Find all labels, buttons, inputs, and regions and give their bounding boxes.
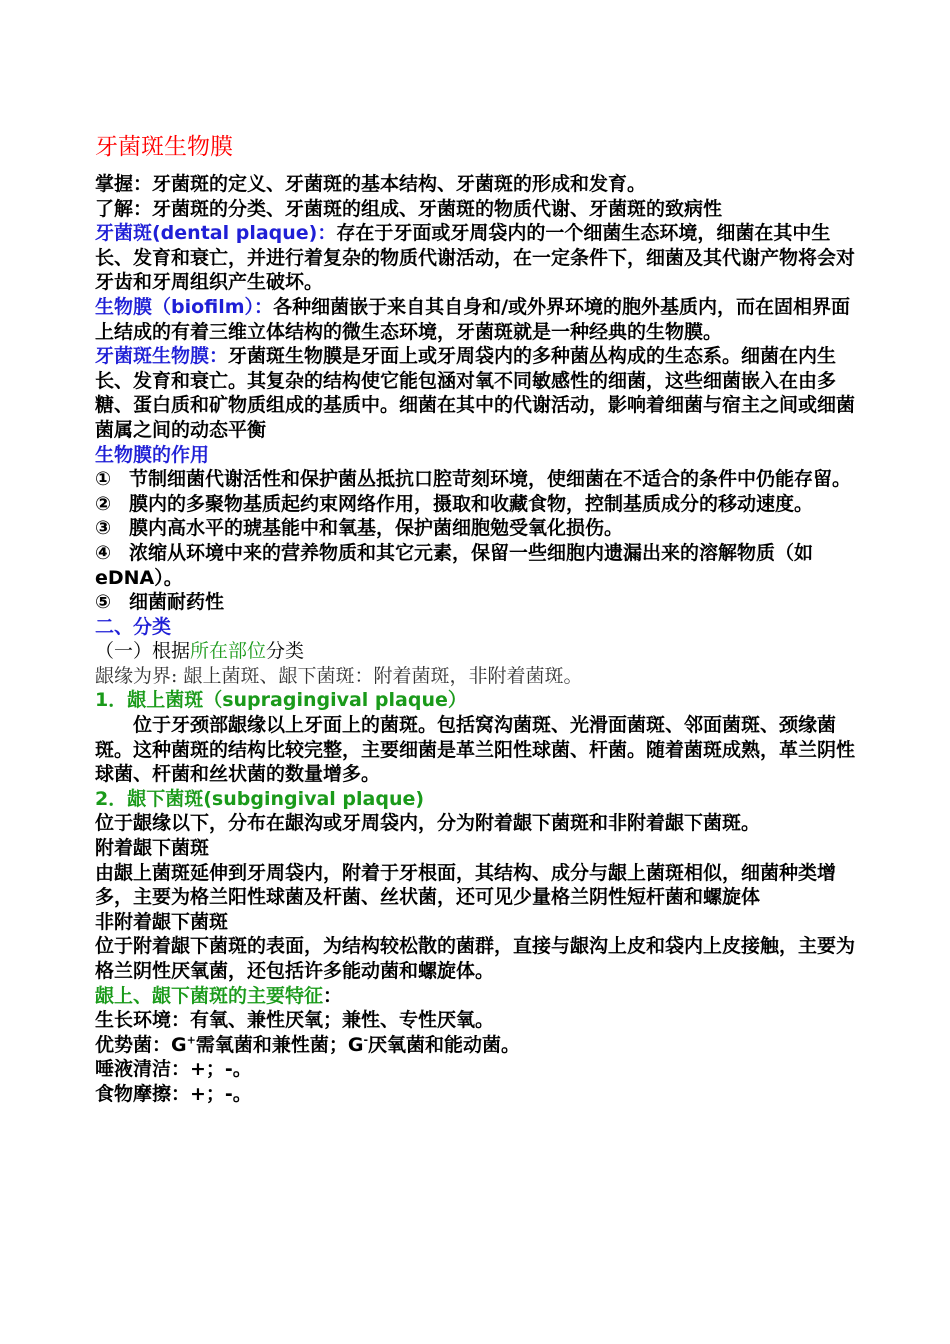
role-item bbox=[95, 590, 865, 615]
supragingival-text: 位于牙颈部龈缘以上牙面上的菌斑。包括窝沟菌斑、光滑面菌斑、邻面菌斑、颈缘菌斑。这种菌斑的结构比较完整，主要细菌是革兰阳性球菌、杆菌。随着菌斑成熟，革兰阴性球菌、杆菌和丝状菌的数量增多。 bbox=[95, 714, 856, 786]
subsection-location-term: 所在部位 bbox=[190, 640, 267, 663]
dominant-part-2: 需氧菌和兼性菌；G bbox=[195, 1033, 364, 1056]
section-classification-heading: 二、分类 bbox=[95, 615, 172, 638]
role-text: 浓缩从环境中来的营养物质和其它元素，保留一些细胞内遗漏出来的溶解物质（如 eDNA）。 bbox=[95, 541, 814, 589]
dental-plaque-term: 牙菌斑(dental plaque)： bbox=[95, 222, 337, 245]
understand-line: 了解：牙菌斑的分类、牙菌斑的组成、牙菌斑的物质代谢、牙菌斑的致病性 bbox=[95, 197, 723, 220]
plaque-biofilm-text: 牙菌斑生物膜是牙面上或牙周袋内的多种菌丛构成的生态系。细菌在内生长、发育和衰亡。其复杂的结构使它能包涵对氧不同敏感性的细菌，这些细菌嵌入在由多糖、蛋白质和矿物质组成的基质中。细菌在其中的代谢活动，影响着细菌与宿主之间或细菌菌属之间的动态平衡 bbox=[95, 345, 856, 441]
food-friction-line: 食物摩擦：+；-。 bbox=[95, 1082, 252, 1105]
gram-positive-sup: + bbox=[186, 1033, 196, 1047]
role-item bbox=[95, 516, 865, 541]
growth-environment-line: 生长环境：有氧、兼性厌氧；兼性、专性厌氧。 bbox=[95, 1009, 495, 1032]
attached-plaque-heading: 附着龈下菌斑 bbox=[95, 837, 210, 860]
role-text: 膜内的多聚物基质起约束网络作用，摄取和收藏食物，控制基质成分的移动速度。 bbox=[129, 492, 814, 515]
role-text: 细菌耐药性 bbox=[129, 591, 225, 614]
dominant-part-3: 厌氧菌和能动菌。 bbox=[368, 1033, 521, 1056]
gram-negative-sup: - bbox=[363, 1033, 369, 1047]
subsection-by-location bbox=[95, 639, 865, 664]
role-number: ② bbox=[95, 492, 112, 515]
subsection-prefix: （一）根据 bbox=[95, 640, 191, 663]
attached-plaque-text: 由龈上菌斑延伸到牙周袋内，附着于牙根面，其结构、成分与龈上菌斑相似，细菌种类增多，主要为格兰阳性球菌及杆菌、丝状菌，还可见少量格兰阴性短杆菌和螺旋体 bbox=[95, 861, 837, 909]
subgingival-text: 位于龈缘以下，分布在龈沟或牙周袋内，分为附着龈下菌斑和非附着龈下菌斑。 bbox=[95, 812, 761, 835]
role-number: ④ bbox=[95, 541, 112, 564]
features-colon: ： bbox=[323, 984, 343, 1007]
dominant-part-1: 优势菌：G bbox=[95, 1033, 187, 1056]
subsection-suffix: 分类 bbox=[266, 640, 305, 663]
role-number: ① bbox=[95, 468, 112, 491]
subgingival-heading: 2．龈下菌斑(subgingival plaque) bbox=[95, 787, 425, 810]
saliva-cleaning-line: 唾液清洁：+；-。 bbox=[95, 1058, 252, 1081]
nonattached-plaque-heading: 非附着龈下菌斑 bbox=[95, 910, 229, 933]
nonattached-plaque-text: 位于附着龈下菌斑的表面，为结构较松散的菌群，直接与龈沟上皮和袋内上皮接触，主要为格兰阴性厌氧菌，还包括许多能动菌和螺旋体。 bbox=[95, 935, 856, 982]
role-item bbox=[95, 467, 865, 492]
page-title: 牙菌斑生物膜 bbox=[95, 134, 233, 160]
plaque-biofilm-definition bbox=[95, 344, 865, 442]
biofilm-definition bbox=[95, 295, 865, 344]
role-text: 节制细菌代谢活性和保护菌丛抵抗口腔苛刻环境，使细菌在不适合的条件中仍能存留。 bbox=[129, 468, 852, 491]
document-body bbox=[95, 132, 865, 1107]
role-number: ③ bbox=[95, 517, 112, 540]
master-line: 掌握：牙菌斑的定义、牙菌斑的基本结构、牙菌斑的形成和发育。 bbox=[95, 173, 647, 195]
dental-plaque-definition bbox=[95, 221, 865, 295]
role-item bbox=[95, 492, 865, 517]
supragingival-heading: 1．龈上菌斑（supragingival plaque） bbox=[95, 689, 467, 712]
dominant-bacteria-line bbox=[95, 1033, 865, 1058]
gingival-border-line: 龈缘为界: 龈上菌斑、龈下菌斑：附着菌斑，非附着菌斑。 bbox=[95, 664, 583, 687]
role-number: ⑤ bbox=[95, 591, 112, 614]
features-heading-line bbox=[95, 984, 865, 1009]
biofilm-role-heading: 生物膜的作用 bbox=[95, 443, 210, 466]
dental-plaque-text: 存在于牙面或牙周袋内的一个细菌生态环境，细菌在其中生长、发育和衰亡，并进行着复杂的物质代谢活动，在一定条件下，细菌及其代谢产物将会对牙齿和牙周组织产生破坏。 bbox=[95, 222, 856, 294]
features-heading: 龈上、龈下菌斑的主要特征 bbox=[95, 984, 324, 1007]
biofilm-text: 各种细菌嵌于来自其自身和/或外界环境的胞外基质内，而在固相界面上结成的有着三维立体结构的微生态环境，牙菌斑就是一种经典的生物膜。 bbox=[95, 295, 851, 343]
plaque-biofilm-term: 牙菌斑生物膜： bbox=[95, 345, 229, 368]
role-text: 膜内高水平的琥基能中和氧基，保护菌细胞勉受氧化损伤。 bbox=[129, 517, 624, 540]
role-item bbox=[95, 541, 865, 590]
biofilm-term: 生物膜（biofilm）： bbox=[95, 295, 274, 318]
